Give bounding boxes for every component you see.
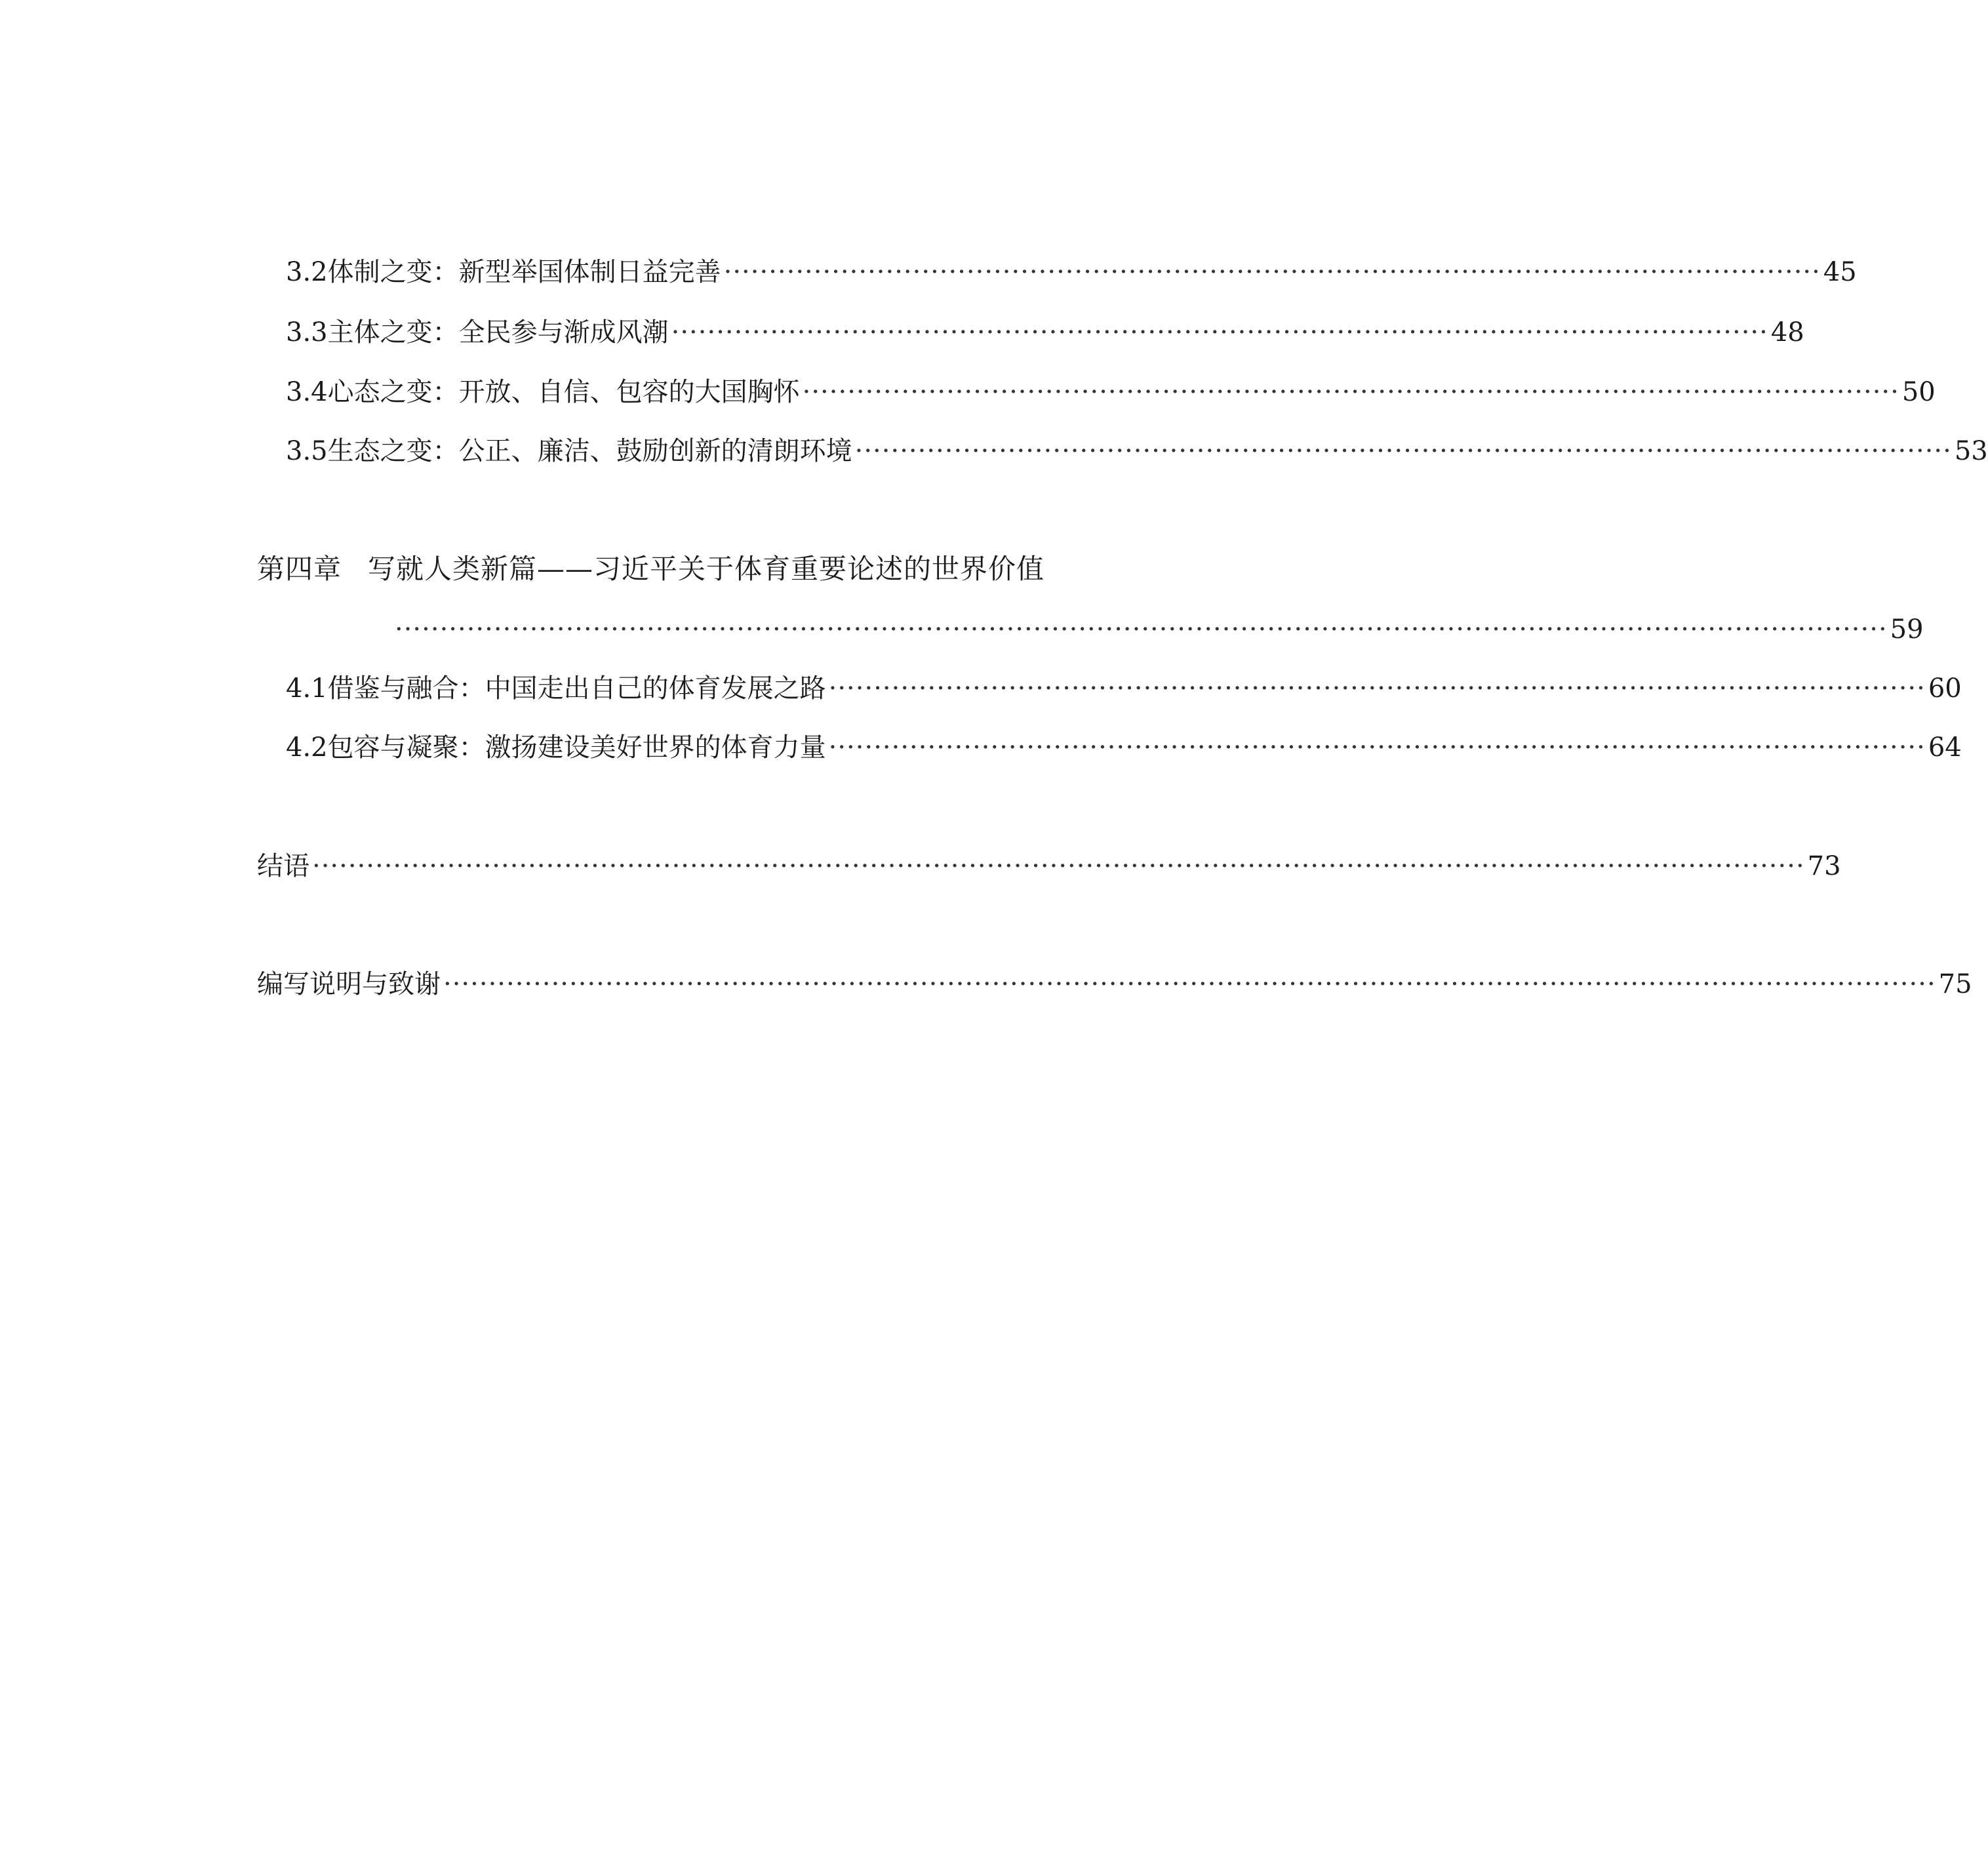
toc-entry-3-5[interactable] — [286, 431, 1988, 471]
section-number: 3.5 — [286, 436, 328, 466]
toc-entry-4-1[interactable] — [286, 669, 1962, 708]
toc-entry-notes[interactable] — [257, 965, 1972, 1004]
toc-chapter-4[interactable] — [257, 550, 1067, 589]
section-title: 包容与凝聚：激扬建设美好世界的体育力量 — [327, 732, 826, 763]
page-number: 53 — [1954, 436, 1988, 466]
page-number: 59 — [1890, 614, 1924, 645]
dot-leader: ·························································································································· — [671, 317, 1768, 348]
toc-entry-conclusion[interactable] — [257, 847, 1841, 886]
dot-leader: ······································································································································································ — [443, 969, 1936, 999]
dot-leader: ·························································································································· — [828, 732, 1926, 763]
section-title: 生态之变：公正、廉洁、鼓励创新的清朗环境 — [327, 436, 852, 466]
dot-leader: ·························································································································· — [802, 377, 1899, 407]
toc-entry-3-2[interactable] — [286, 252, 1857, 292]
dot-leader: ······································································································································································ — [312, 851, 1805, 881]
section-number: 4.2 — [286, 732, 328, 763]
section-title: 心态之变：开放、自信、包容的大国胸怀 — [327, 377, 800, 407]
section-title: 体制之变：新型举国体制日益完善 — [327, 257, 721, 287]
toc-chapter-4-page-line[interactable] — [392, 610, 1924, 649]
section-number: 3.3 — [286, 317, 328, 348]
page-number: 45 — [1823, 257, 1857, 287]
page-number: 73 — [1807, 851, 1841, 881]
page-number: 50 — [1901, 377, 1936, 407]
section-number: 3.4 — [286, 377, 328, 407]
dot-leader: ·························································································································· — [723, 257, 1821, 287]
toc-entry-4-2[interactable] — [286, 728, 1962, 767]
dot-leader: ·························································································································· — [854, 436, 1952, 466]
section-title: 借鉴与融合：中国走出自己的体育发展之路 — [327, 673, 826, 704]
page-number: 75 — [1938, 969, 1972, 999]
section-number: 4.1 — [286, 673, 328, 704]
page-number: 60 — [1928, 673, 1962, 704]
page-number: 48 — [1770, 317, 1804, 348]
section-number: 3.2 — [286, 257, 328, 287]
section-title: 主体之变：全民参与渐成风潮 — [327, 317, 669, 348]
toc-entry-3-3[interactable] — [286, 313, 1804, 352]
entry-title: 编写说明与致谢 — [257, 969, 441, 999]
page-number: 64 — [1928, 732, 1962, 763]
dot-leader: ······································································································································································ — [395, 614, 1888, 645]
dot-leader: ·························································································································· — [828, 673, 1926, 704]
entry-title: 结语 — [257, 851, 309, 881]
chapter-title: 写就人类新篇——习近平关于体育重要论述的世界价值 — [368, 553, 1045, 585]
toc-entry-3-4[interactable] — [286, 372, 1936, 412]
chapter-label: 第四章 — [257, 553, 342, 585]
